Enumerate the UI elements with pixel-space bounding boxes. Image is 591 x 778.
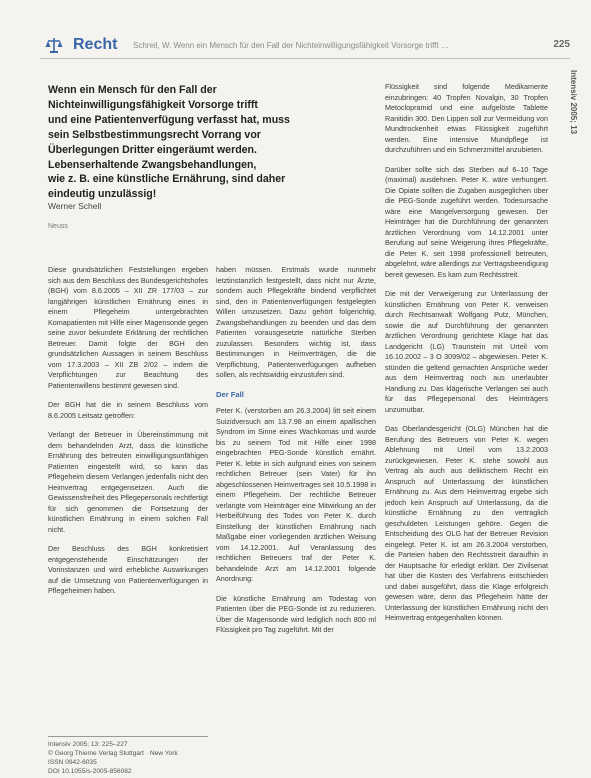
title-line: eindeutig unzulässig!: [48, 188, 157, 201]
paragraph: Die mit der Verweigerung zur Unterlassung der künstlichen Ernährung von Peter K. verweisen durch Rechtsanwalt Wolfgang Putz, München, sowie die auf Durchführung der genannten ärztlichen Verordnung gerichtete Klage hat das Landgericht (LG) Traunstein mit Urteil vom 16.10.2002 – 3 O 3099/02 – abgewiesen. Peter K. stünden die geltend gemachten Ansprüche weder aus dem Heimvertrag noch aus unerlaubter Handlung zu. Das klägerische Verlangen sei auch für das Pflegepersonal des Heimträgers unzumutbar.: [385, 289, 548, 414]
paragraph: Das Oberlandesgericht (OLG) München hat die Berufung des Betreuers von Peter K. wegen Ablehnung mit Urteil vom 13.2.2003 zurückgewiesen. Peter K. stehe sowohl aus Vertrag als auch aus deliktischem Recht ein Anspruch auf Unterlassung der künstlichen Ernährung zu. Aus dem Heimvertrag ergebe sich jedoch kein Anspruch auf Unterlassung, da die künstliche Ernährung zu den vertraglich geschuldeten Leistungen gehöre. Gegen die Entscheidung des OLG hat der Betreuer Revision eingelegt. Peter K. ist am 26.3.2004 verstorben, die Parteien haben den Rechtsstreit daraufhin in der Hauptsache für erledigt erklärt. Der Zivilsenat hat über die Kosten des Verfahrens entschieden und dabei ausgeführt, dass die Klage erfolgreich gewesen wäre, denn das Pflegeheim hätte der Unterlassung der künstlichen Ernährung nicht den Heimvertrag entgegenhalten können.: [385, 424, 548, 622]
side-journal-label: Intensiv 2005; 13: [569, 70, 578, 135]
title-line: Lebenserhaltende Zwangsbehandlungen,: [48, 158, 257, 171]
bibliographic-footnote: [48, 736, 208, 776]
column-2: [216, 265, 376, 770]
author-affiliation: Neuss: [48, 223, 68, 230]
title-line: Nichteinwilligungsfähigkeit Vorsorge trifft: [48, 98, 258, 111]
title-line: Wenn ein Mensch für den Fall der: [48, 84, 217, 96]
scales-icon: [44, 35, 64, 55]
running-title: Schreil, W. Wenn ein Mensch für den Fall der Nichteinwilligungsfähigkeit Vorsorge trifft …: [133, 41, 449, 50]
footnote-line: © Georg Thieme Verlag Stuttgart · New York: [48, 750, 178, 757]
footnote-line: ISSN 0942-6035: [48, 759, 97, 766]
column-1: [48, 265, 208, 765]
paragraph: Der Beschluss des BGH konkretisiert entgegenstehende Einschätzungen der Vorinstanzen und wird erhebliche Auswirkungen auf die Umsetzung von Patientenverfügungen in Pflegeheimen haben.: [48, 544, 208, 595]
title-line: wie z. B. eine künstliche Ernährung, sind daher: [48, 173, 286, 186]
footnote-line: DOI 10.1055/s-2005-856082: [48, 768, 132, 775]
paragraph: Darüber sollte sich das Sterben auf 6–10 Tage (maximal) ausdehnen. Peter K. wäre verhungert. Die Opiate sollten die Zugaben ausgeglichen über die PEG-Sonde zugeführt werden. Todesursache wäre eine Mangelversorgung gewesen. Der Heimträger hat die Durchführung der genannten ärztlichen Verordnung vom 14.12.2001 unter Berufung auf seine Weigerung ihres Pflegekräfte, die Peter K. seit 1998 professionell betreuten, abgelehnt, wäre allerdings zur Vertragsbeendigung bereit gewesen. Es kam zum Rechtsstreit.: [385, 164, 548, 279]
column-3: [385, 82, 548, 772]
page-header: [40, 32, 570, 59]
paragraph: Diese grundsätzlichen Feststellungen ergeben sich aus dem Beschluss des Bundesgerichtshofes (BGH) vom 8.6.2005 – XII ZR 177/03 – zur langjährigen künstlichen Ernährung eines in einem Pflegeheim untergebrachten Komapatienten mit Hilfe einer Magensonde gegen seine zuvor bekundete Erklärung der rechtlichen Betreuer. Damit folgte der BGH den grundsätzlichen Aussagen in seinem Beschluss vom 17.3.2003 – XII ZB 2/02 – indem die Verpflichtungen zur Beachtung des Patientenwillens bestimmt gewesen sind.: [48, 265, 208, 390]
paragraph: Die künstliche Ernährung am Todestag von Patienten über die PEG-Sonde ist zu reduzieren. Über die Magensonde wird lediglich noch 800 ml Flüssigkeit pro Tag zugeführt. Mit der: [216, 593, 376, 634]
article-title: [48, 83, 348, 202]
paragraph: Der BGH hat die in seinem Beschluss vom 8.6.2005 Leitsatz getroffen:: [48, 400, 208, 420]
paragraph: haben müssen. Erstmals wurde nunmehr letztinstanzlich festgestellt, dass nicht nur Ärzte, sondern auch Pflegekräfte bindend verpflichtet sind, den in Patientenverfügungen festgelegten Willen umzusetzen. Dazu gehört folgerichtig, Zwangsbehandlungen zu beenden und das dem Patienten vorausgesetzte natürliche Sterben zuzulassen. Besonders wichtig ist, dass Bestimmungen in Heimverträgen, die die Verpflichtung, Patientenverfügungen aufheben sollen, als rechtswidrig einzustufen sind.: [216, 265, 376, 379]
paragraph: Flüssigkeit sind folgende Medikamente einzubringen: 40 Tropfen Novalgin, 30 Tropfen Metoclopramid und eine aufgelöste Tablette Ranitidin 300. Den Lippen soll zur Vermeidung von Mundtrockenheit etwas Flüssigkeit zugeführt werden. Eine intensive Mundpflege ist durchzuführen und ein Schmerzmittel anzubieten.: [385, 82, 548, 154]
section-heading: Der Fall: [216, 389, 244, 399]
section-label: Recht: [73, 36, 118, 53]
page-number: 225: [553, 39, 570, 50]
title-line: und eine Patientenverfügung verfasst hat, muss: [48, 113, 290, 126]
title-line: Überlegungen Dritter eingeräumt werden.: [48, 143, 257, 156]
paragraph: Verlangt der Betreuer in Übereinstimmung mit dem behandelnden Arzt, dass die künstliche Ernährung des betreuten einwilligungsunfähigen Patienten eingestellt wird, so kann das Pflegeheim diesem Verlangen jedenfalls nicht den Heimvertrag entgegensetzen. Auch die Gewissensfreiheit des Pflegepersonals rechtfertigt für sich genommen die Fortsetzung der künstlichen Ernährung in einem solchen Fall nicht.: [48, 430, 208, 534]
title-line: sein Selbstbestimmungsrecht Vorrang vor: [48, 128, 261, 141]
footnote-line: Intensiv 2005; 13: 225–227: [48, 741, 128, 748]
author-name: Werner Schell: [48, 201, 102, 211]
paragraph: Peter K. (verstorben am 26.3.2004) litt seit einem Suizidversuch am 13.7.98 an einem apallischen Syndrom im Sinne eines Wachkomas und wurde bis zu seinem Tod mit Hilfe einer 1998 eingebrachten PEG-Sonde künstlich ernährt. Peter K. lebte in sich aufgrund eines von seinem rechtlichen Betreuer (sein Vater) für ihn abgeschlossenen Heimvertrages seit 10.5.1998 in einem Pflegeheim. Der rechtliche Betreuer verlangte vom Heimträger eine Mitwirkung an der Herbeiführung des Todes von Peter K. durch Einstellung der künstlichen Ernährung nach Maßgabe einer vorliegenden ärztlichen Weisung vom 14.12.2001. Auf Veranlassung des rechtlichen Betreuers traf der Peter K. behandelnde Arzt am 14.12.2001 folgende Anordnung:: [216, 406, 376, 583]
